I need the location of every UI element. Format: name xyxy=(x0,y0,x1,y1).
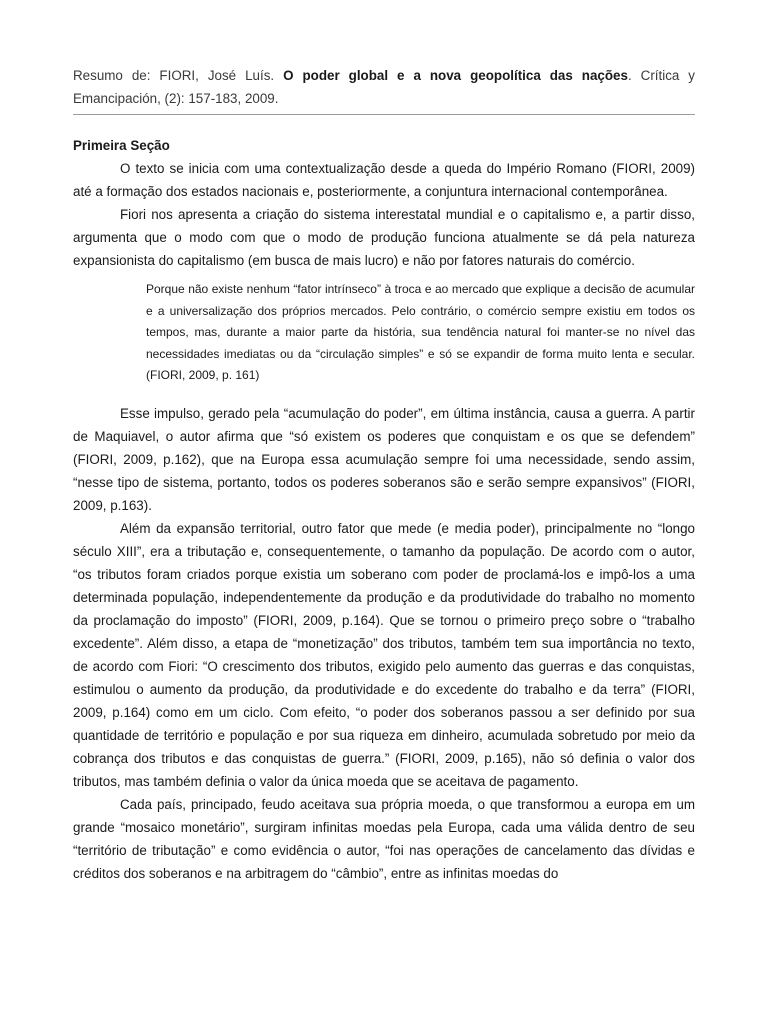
block-quote: Porque não existe nenhum “fator intrínseco” à troca e ao mercado que explique a decisão de acumular e a universalização dos próprios mercados. Pelo contrário, o comércio sempre existiu em todos os tempos, mas, durante a maior parte da história, sua tendência natural foi manter-se no nível das necessidades imediatas ou da “circulação simples” e só se expandir de forma muito lenta e secular. (FIORI, 2009, p. 161) xyxy=(146,282,695,383)
horizontal-divider xyxy=(73,114,695,115)
reference-title: O poder global e a nova geopolítica das nações xyxy=(283,68,628,83)
reference-prefix: Resumo de: FIORI, José Luís. xyxy=(73,68,284,83)
document-page xyxy=(73,64,695,885)
section-heading: Primeira Seção xyxy=(73,138,170,153)
paragraph: Esse impulso, gerado pela “acumulação do poder”, em última instância, causa a guerra. A partir de Maquiavel, o autor afirma que “só existem os poderes que conquistam e os que se defendem” (FIORI, 2009, p.162), que na Europa essa acumulação sempre foi uma necessidade, sendo assim, “nesse tipo de sistema, portanto, todos os poderes soberanos são e serão sempre expansivos” (FIORI, 2009, p.163). xyxy=(73,405,695,513)
reference-suffix: . Crítica y Emancipación, (2): 157-183, 2009. xyxy=(73,68,695,106)
paragraph-spacer xyxy=(73,387,695,402)
paragraph: Cada país, principado, feudo aceitava sua própria moeda, o que transformou a europa em um grande “mosaico monetário”, surgiram infinitas moedas pela Europa, cada uma válida dentro de seu “território de tributação” e como evidência o autor, “foi nas operações de cancelamento das dívidas e créditos dos soberanos e na arbitragem do “câmbio”, entre as infinitas moedas do xyxy=(73,796,695,881)
paragraph: O texto se inicia com uma contextualização desde a queda do Império Romano (FIORI, 2009) até a formação dos estados nacionais e, posteriormente, a conjuntura internacional contemporânea. xyxy=(73,161,695,199)
paragraph: Fiori nos apresenta a criação do sistema interestatal mundial e o capitalismo e, a partir disso, argumenta que o modo com que o modo de produção funciona atualmente se dá pela natureza expansionista do capitalismo (em busca de mais lucro) e não por fatores naturais do comércio. xyxy=(73,207,695,268)
reference-line xyxy=(73,64,695,110)
paragraph: Além da expansão territorial, outro fator que mede (e media poder), principalmente no “longo século XIII”, era a tributação e, consequentemente, o tamanho da população. De acordo com o autor, “os tributos foram criados porque existia um soberano com poder de proclamá-los e impô-los a uma determinada população, independentemente da produção e da produtividade do trabalho no momento da proclamação do imposto” (FIORI, 2009, p.164). Que se tornou o primeiro preço sobre o “trabalho excedente”. Além disso, a etapa de “monetização” dos tributos, também tem sua importância no texto, de acordo com Fiori: “O crescimento dos tributos, exigido pelo aumento das guerras e das conquistas, estimulou o aumento da produção, da produtividade e do excedente do trabalho e da terra” (FIORI, 2009, p.164) como em um ciclo. Com efeito, “o poder dos soberanos passou a ser definido por sua quantidade de território e população e por sua riqueza em dinheiro, acumulada sobretudo por meio da cobrança dos tributos e das conquistas de guerra.” (FIORI, 2009, p.165), não só definia o valor dos tributos, mas também definia o valor da única moeda que se aceitava de pagamento. xyxy=(73,520,695,789)
